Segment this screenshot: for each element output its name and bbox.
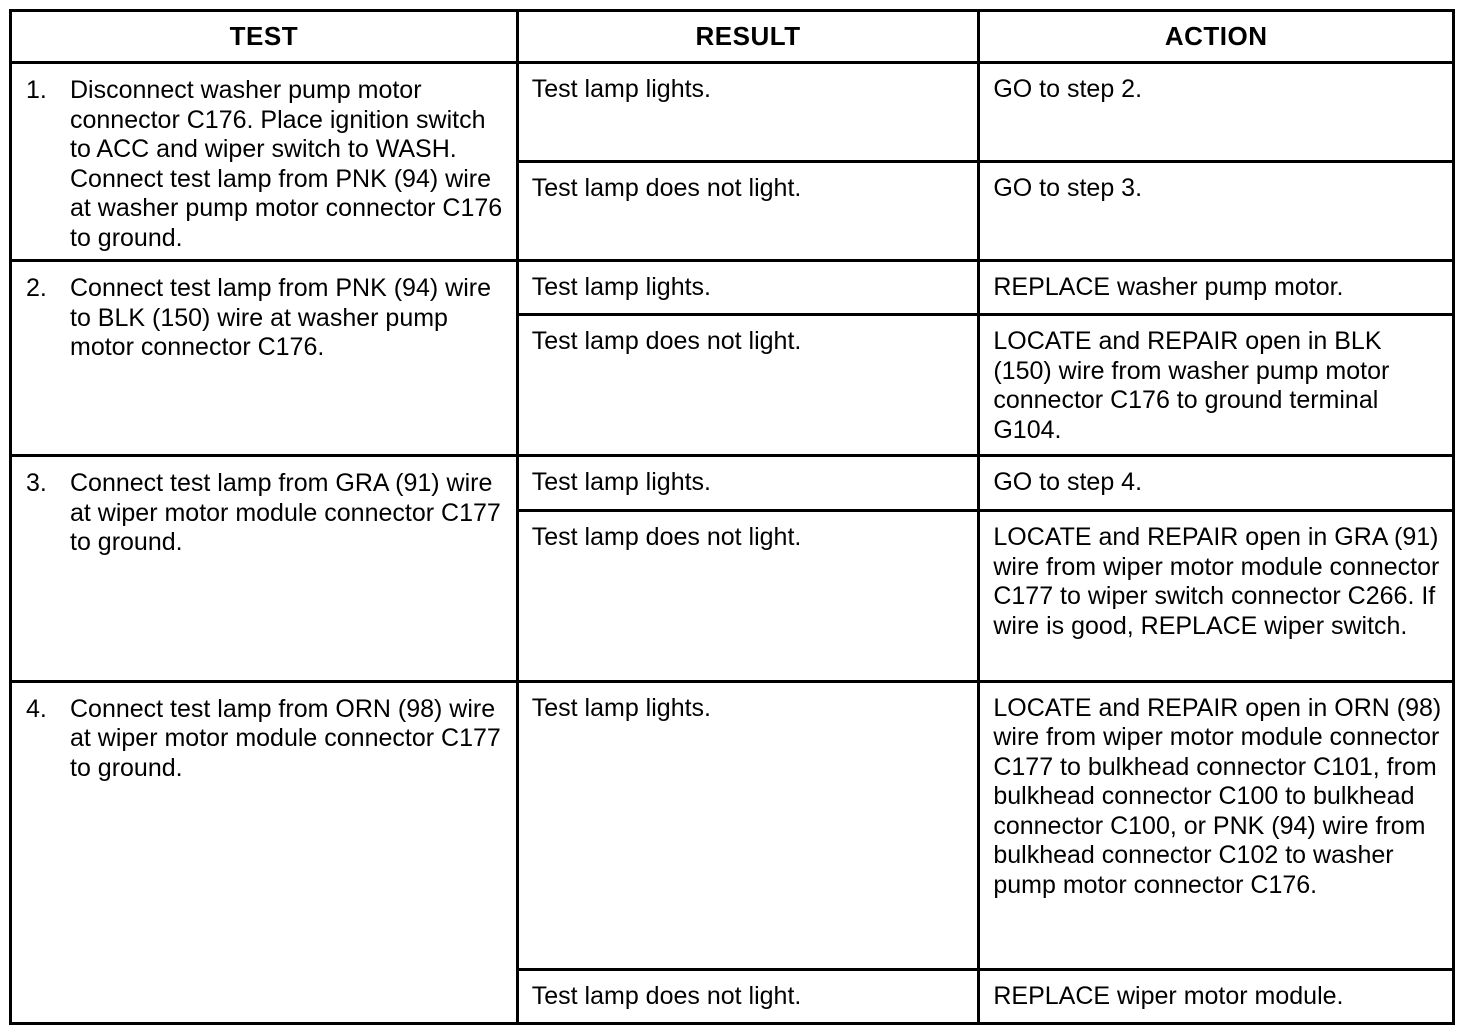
result-text: Test lamp lights. bbox=[517, 63, 979, 162]
step-1-test-cell bbox=[11, 63, 518, 261]
header-test: TEST bbox=[11, 11, 518, 63]
step-number: 3. bbox=[26, 469, 47, 498]
result-text: Test lamp lights. bbox=[517, 681, 979, 969]
result-text: Test lamp does not light. bbox=[517, 315, 979, 456]
step-test-text: Connect test lamp from PNK (94) wire to BLK (150) wire at washer pump motor connector C176. bbox=[70, 274, 491, 362]
table-row bbox=[11, 63, 1454, 162]
table-row bbox=[11, 261, 1454, 315]
step-test-text: Disconnect washer pump motor connector C176. Place ignition switch to ACC and wiper switch to WASH. Connect test lamp from PNK (94) wire at washer pump motor connector C176 to ground. bbox=[70, 76, 503, 252]
diagnostic-table bbox=[9, 9, 1455, 1025]
action-text: GO to step 3. bbox=[979, 162, 1454, 261]
step-test-text: Connect test lamp from ORN (98) wire at wiper motor module connector C177 to ground. bbox=[70, 694, 501, 782]
step-test-text: Connect test lamp from GRA (91) wire at wiper motor module connector C177 to ground. bbox=[70, 469, 501, 557]
step-4-test-cell bbox=[11, 681, 518, 1023]
action-text: LOCATE and REPAIR open in GRA (91) wire from wiper motor module connector C177 to wiper switch connector C266. If wire is good, REPLACE wiper switch. bbox=[979, 511, 1454, 681]
action-text: LOCATE and REPAIR open in BLK (150) wire from washer pump motor connector C176 to ground terminal G104. bbox=[979, 315, 1454, 456]
step-number: 4. bbox=[26, 694, 47, 723]
header-result: RESULT bbox=[517, 11, 979, 63]
result-text: Test lamp lights. bbox=[517, 261, 979, 315]
table-row bbox=[11, 456, 1454, 511]
table-row bbox=[11, 681, 1454, 969]
action-text: REPLACE wiper motor module. bbox=[979, 969, 1454, 1023]
result-text: Test lamp lights. bbox=[517, 456, 979, 511]
result-text: Test lamp does not light. bbox=[517, 162, 979, 261]
step-number: 2. bbox=[26, 274, 47, 303]
header-action: ACTION bbox=[979, 11, 1454, 63]
action-text: GO to step 4. bbox=[979, 456, 1454, 511]
action-text: GO to step 2. bbox=[979, 63, 1454, 162]
step-3-test-cell bbox=[11, 456, 518, 681]
step-2-test-cell bbox=[11, 261, 518, 456]
step-number: 1. bbox=[26, 76, 47, 104]
action-text: LOCATE and REPAIR open in ORN (98) wire from wiper motor module connector C177 to bulkhead connector C101, from bulkhead connector C100 to bulkhead connector C100, or PNK (94) wire from bulkhead connector C102 to washer pump motor connector C176. bbox=[979, 681, 1454, 969]
result-text: Test lamp does not light. bbox=[517, 969, 979, 1023]
header-row bbox=[11, 11, 1454, 63]
action-text: REPLACE washer pump motor. bbox=[979, 261, 1454, 315]
result-text: Test lamp does not light. bbox=[517, 511, 979, 681]
